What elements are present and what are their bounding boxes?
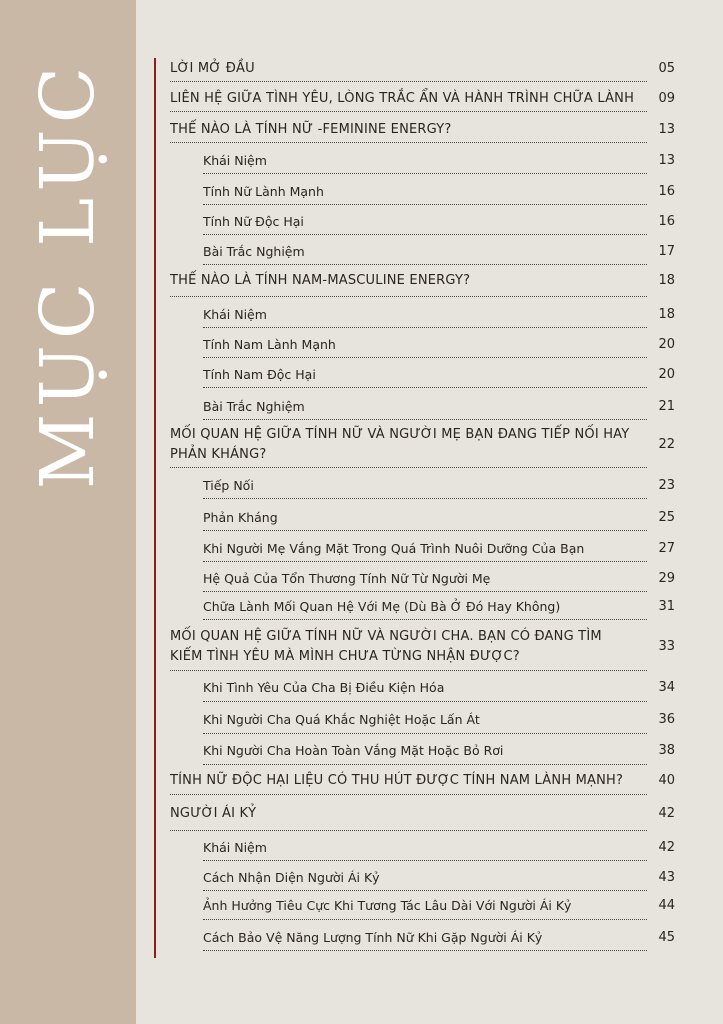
sidebar-panel <box>0 0 136 1024</box>
toc-entry-page: 31 <box>658 599 675 614</box>
dotted-leader <box>203 530 647 531</box>
toc-entry-title: THẾ NÀO LÀ TÍNH NAM-MASCULINE ENERGY? <box>170 273 471 288</box>
toc-entry-page: 45 <box>658 930 675 945</box>
dotted-leader <box>203 327 647 328</box>
toc-entry-title: MỐI QUAN HỆ GIỮA TÍNH NỮ VÀ NGƯỜI MẸ BẠN ĐANG TIẾP NỐI HAY PHẢN KHÁNG? <box>170 427 630 462</box>
toc-entry-title: Tính Nữ Lành Mạnh <box>203 184 324 199</box>
toc-entry-title: Khi Người Cha Quá Khắc Nghiệt Hoặc Lấn Át <box>203 712 480 727</box>
toc-entry-title: Ảnh Hưởng Tiêu Cực Khi Tương Tác Lâu Dài Với Người Ái Kỷ <box>203 898 572 913</box>
table-of-contents <box>170 0 675 1024</box>
toc-entry-page: 16 <box>658 184 675 199</box>
toc-entry-title: Cách Bảo Vệ Năng Lượng Tính Nữ Khi Gặp Người Ái Kỷ <box>203 930 543 945</box>
toc-entry-page: 17 <box>658 244 675 259</box>
dotted-leader <box>203 919 647 920</box>
toc-entry-page: 27 <box>658 541 675 556</box>
toc-entry-page: 05 <box>658 61 675 76</box>
dotted-leader <box>203 234 647 235</box>
toc-entry-page: 40 <box>658 773 675 788</box>
toc-entry-title: Tính Nam Độc Hại <box>203 367 316 382</box>
toc-entry-title: Bài Trắc Nghiệm <box>203 399 305 414</box>
dotted-leader <box>203 733 647 734</box>
toc-entry-page: 22 <box>658 437 675 452</box>
dotted-leader <box>170 111 647 112</box>
contents-heading: MỤC LỤC <box>25 60 111 490</box>
toc-entry-page: 25 <box>658 510 675 525</box>
dotted-leader <box>203 498 647 499</box>
toc-entry-title: Hệ Quả Của Tổn Thương Tính Nữ Từ Người Mẹ <box>203 571 491 586</box>
dotted-leader <box>203 264 647 265</box>
toc-entry-page: 34 <box>658 680 675 695</box>
toc-entry-title: Tiếp Nối <box>203 478 254 493</box>
toc-entry-title: Tính Nữ Độc Hại <box>203 214 304 229</box>
dotted-leader <box>170 670 647 671</box>
toc-entry-page: 13 <box>658 153 675 168</box>
toc-entry-page: 42 <box>658 806 675 821</box>
dotted-leader <box>203 204 647 205</box>
toc-entry-title: Khi Người Mẹ Vắng Mặt Trong Quá Trình Nuôi Dưỡng Của Bạn <box>203 541 585 556</box>
dotted-leader <box>203 619 647 620</box>
toc-entry-page: 21 <box>658 399 675 414</box>
dotted-leader <box>203 173 647 174</box>
toc-entry-title: LỜI MỞ ĐẦU <box>170 61 255 76</box>
toc-entry-title: LIÊN HỆ GIỮA TÌNH YÊU, LÒNG TRẮC ẨN VÀ HÀNH TRÌNH CHỮA LÀNH <box>170 91 635 106</box>
toc-entry-page: 20 <box>658 367 675 382</box>
toc-entry-page: 18 <box>658 307 675 322</box>
toc-entry-page: 44 <box>658 898 675 913</box>
toc-entry-title: TÍNH NỮ ĐỘC HẠI LIỆU CÓ THU HÚT ĐƯỢC TÍNH NAM LÀNH MẠNH? <box>170 773 624 788</box>
toc-entry-page: 38 <box>658 743 675 758</box>
toc-entry-page: 20 <box>658 337 675 352</box>
dotted-leader <box>203 419 647 420</box>
toc-entry-title: Chữa Lành Mối Quan Hệ Với Mẹ (Dù Bà Ở Đó Hay Không) <box>203 599 561 614</box>
toc-entry-title: Khái Niệm <box>203 153 267 168</box>
toc-entry-title: Bài Trắc Nghiệm <box>203 244 305 259</box>
dotted-leader <box>203 357 647 358</box>
dotted-leader <box>170 830 647 831</box>
toc-entry-page: 42 <box>658 840 675 855</box>
toc-entry-page: 43 <box>658 870 675 885</box>
toc-entry-title: Phản Kháng <box>203 510 278 525</box>
toc-entry-page: 36 <box>658 712 675 727</box>
toc-entry-page: 09 <box>658 91 675 106</box>
toc-entry-page: 18 <box>658 273 675 288</box>
dotted-leader <box>203 561 647 562</box>
dotted-leader <box>203 764 647 765</box>
dotted-leader <box>203 860 647 861</box>
toc-entry-page: 13 <box>658 122 675 137</box>
dotted-leader <box>170 467 647 468</box>
vertical-divider <box>154 58 156 958</box>
toc-entry-title: Khái Niệm <box>203 840 267 855</box>
toc-entry-page: 16 <box>658 214 675 229</box>
toc-entry-page: 33 <box>658 639 675 654</box>
toc-entry-title: MỐI QUAN HỆ GIỮA TÍNH NỮ VÀ NGƯỜI CHA. BẠN CÓ ĐANG TÌM KIẾM TÌNH YÊU MÀ MÌNH CHƯA TỪNG NHẬN ĐƯỢC? <box>170 629 602 664</box>
toc-entry-page: 29 <box>658 571 675 586</box>
toc-entry-title: Khi Tình Yêu Của Cha Bị Điều Kiện Hóa <box>203 680 445 695</box>
dotted-leader <box>170 142 647 143</box>
toc-entry-title: NGƯỜI ÁI KỶ <box>170 806 257 821</box>
dotted-leader <box>170 794 647 795</box>
toc-entry-title: Khái Niệm <box>203 307 267 322</box>
dotted-leader <box>170 296 647 297</box>
toc-entry-title: Khi Người Cha Hoàn Toàn Vắng Mặt Hoặc Bỏ Rơi <box>203 743 504 758</box>
dotted-leader <box>203 701 647 702</box>
dotted-leader <box>203 387 647 388</box>
dotted-leader <box>203 950 647 951</box>
dotted-leader <box>203 890 647 891</box>
toc-entry-title: THẾ NÀO LÀ TÍNH NỮ -FEMININE ENERGY? <box>170 122 452 137</box>
dotted-leader <box>203 591 647 592</box>
toc-entry-title: Cách Nhận Diện Người Ái Kỷ <box>203 870 380 885</box>
toc-entry-title: Tính Nam Lành Mạnh <box>203 337 336 352</box>
dotted-leader <box>170 81 647 82</box>
toc-entry-page: 23 <box>658 478 675 493</box>
